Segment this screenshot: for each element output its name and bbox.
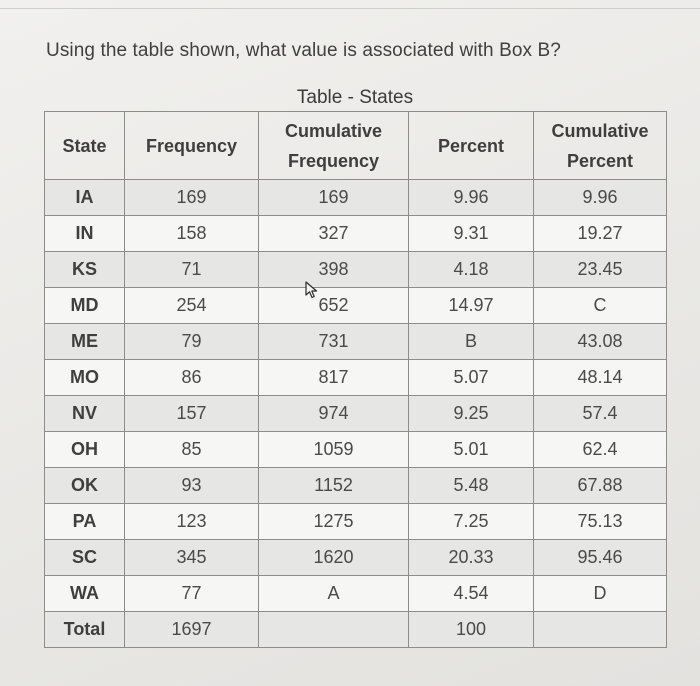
- cell-cumulative-percent: 57.4: [534, 396, 667, 432]
- cell-frequency: 254: [125, 288, 259, 324]
- cell-state: OK: [45, 468, 125, 504]
- cell-percent: 100: [409, 612, 534, 648]
- cell-percent: 7.25: [409, 504, 534, 540]
- cell-cumulative-percent: 95.46: [534, 540, 667, 576]
- cell-cumulative-percent: 75.13: [534, 504, 667, 540]
- cell-frequency: 85: [125, 432, 259, 468]
- cell-state: MD: [45, 288, 125, 324]
- cell-state: Total: [45, 612, 125, 648]
- cell-state: PA: [45, 504, 125, 540]
- cell-percent: 9.25: [409, 396, 534, 432]
- cell-percent: 14.97: [409, 288, 534, 324]
- cell-cumulative-frequency: 974: [259, 396, 409, 432]
- cell-cumulative-frequency: 1275: [259, 504, 409, 540]
- table-row: [45, 612, 667, 648]
- cell-percent: 9.96: [409, 180, 534, 216]
- table-row: [45, 324, 667, 360]
- cell-cumulative-percent: D: [534, 576, 667, 612]
- cell-frequency: 345: [125, 540, 259, 576]
- states-table: [44, 111, 667, 648]
- cell-cumulative-frequency: [259, 612, 409, 648]
- cell-frequency: 77: [125, 576, 259, 612]
- table-row: [45, 360, 667, 396]
- table-caption: Table - States: [296, 87, 414, 108]
- cell-cumulative-percent: 19.27: [534, 216, 667, 252]
- table-row: [45, 216, 667, 252]
- cell-cumulative-percent: 43.08: [534, 324, 667, 360]
- cell-cumulative-percent: 48.14: [534, 360, 667, 396]
- table-row: [45, 540, 667, 576]
- cell-state: ME: [45, 324, 125, 360]
- cell-state: MO: [45, 360, 125, 396]
- top-divider: [0, 8, 700, 9]
- cell-cumulative-percent: C: [534, 288, 667, 324]
- cell-frequency: 169: [125, 180, 259, 216]
- table-row: [45, 468, 667, 504]
- cell-frequency: 71: [125, 252, 259, 288]
- cell-cumulative-frequency: 327: [259, 216, 409, 252]
- table-row: [45, 504, 667, 540]
- header-frequency: Frequency: [125, 112, 259, 180]
- cell-cumulative-percent: 9.96: [534, 180, 667, 216]
- cell-frequency: 93: [125, 468, 259, 504]
- cell-cumulative-percent: [534, 612, 667, 648]
- table-row: [45, 396, 667, 432]
- cell-cumulative-frequency: 652: [259, 288, 409, 324]
- header-row: [45, 112, 667, 180]
- mouse-pointer-icon: [305, 281, 319, 299]
- cell-cumulative-percent: 23.45: [534, 252, 667, 288]
- cell-state: IA: [45, 180, 125, 216]
- table-row: [45, 432, 667, 468]
- cell-percent: 5.01: [409, 432, 534, 468]
- cell-frequency: 79: [125, 324, 259, 360]
- cell-frequency: 1697: [125, 612, 259, 648]
- table-row: [45, 288, 667, 324]
- header-cumulative-percent: Cumulative Percent: [534, 112, 667, 180]
- cell-percent: 5.48: [409, 468, 534, 504]
- cell-frequency: 123: [125, 504, 259, 540]
- cell-cumulative-percent: 67.88: [534, 468, 667, 504]
- cell-percent: 9.31: [409, 216, 534, 252]
- cell-cumulative-frequency: 1152: [259, 468, 409, 504]
- table-row: [45, 252, 667, 288]
- cell-frequency: 157: [125, 396, 259, 432]
- table-row: [45, 576, 667, 612]
- cell-state: NV: [45, 396, 125, 432]
- cell-state: KS: [45, 252, 125, 288]
- cell-percent: 4.54: [409, 576, 534, 612]
- cell-cumulative-frequency: 1059: [259, 432, 409, 468]
- cell-cumulative-frequency: 169: [259, 180, 409, 216]
- cell-state: IN: [45, 216, 125, 252]
- cell-cumulative-frequency: 1620: [259, 540, 409, 576]
- cell-cumulative-frequency: 731: [259, 324, 409, 360]
- cell-state: WA: [45, 576, 125, 612]
- cell-percent: 5.07: [409, 360, 534, 396]
- cell-state: OH: [45, 432, 125, 468]
- cell-percent: 20.33: [409, 540, 534, 576]
- cell-percent: 4.18: [409, 252, 534, 288]
- cell-state: SC: [45, 540, 125, 576]
- cell-cumulative-frequency: 398: [259, 252, 409, 288]
- table-row: [45, 180, 667, 216]
- cell-cumulative-frequency: A: [259, 576, 409, 612]
- cell-frequency: 86: [125, 360, 259, 396]
- cell-percent: B: [409, 324, 534, 360]
- cell-cumulative-percent: 62.4: [534, 432, 667, 468]
- header-cumulative-frequency: Cumulative Frequency: [259, 112, 409, 180]
- cell-frequency: 158: [125, 216, 259, 252]
- header-percent: Percent: [409, 112, 534, 180]
- header-state: State: [45, 112, 125, 180]
- question-text: Using the table shown, what value is associated with Box B?: [46, 40, 561, 61]
- cell-cumulative-frequency: 817: [259, 360, 409, 396]
